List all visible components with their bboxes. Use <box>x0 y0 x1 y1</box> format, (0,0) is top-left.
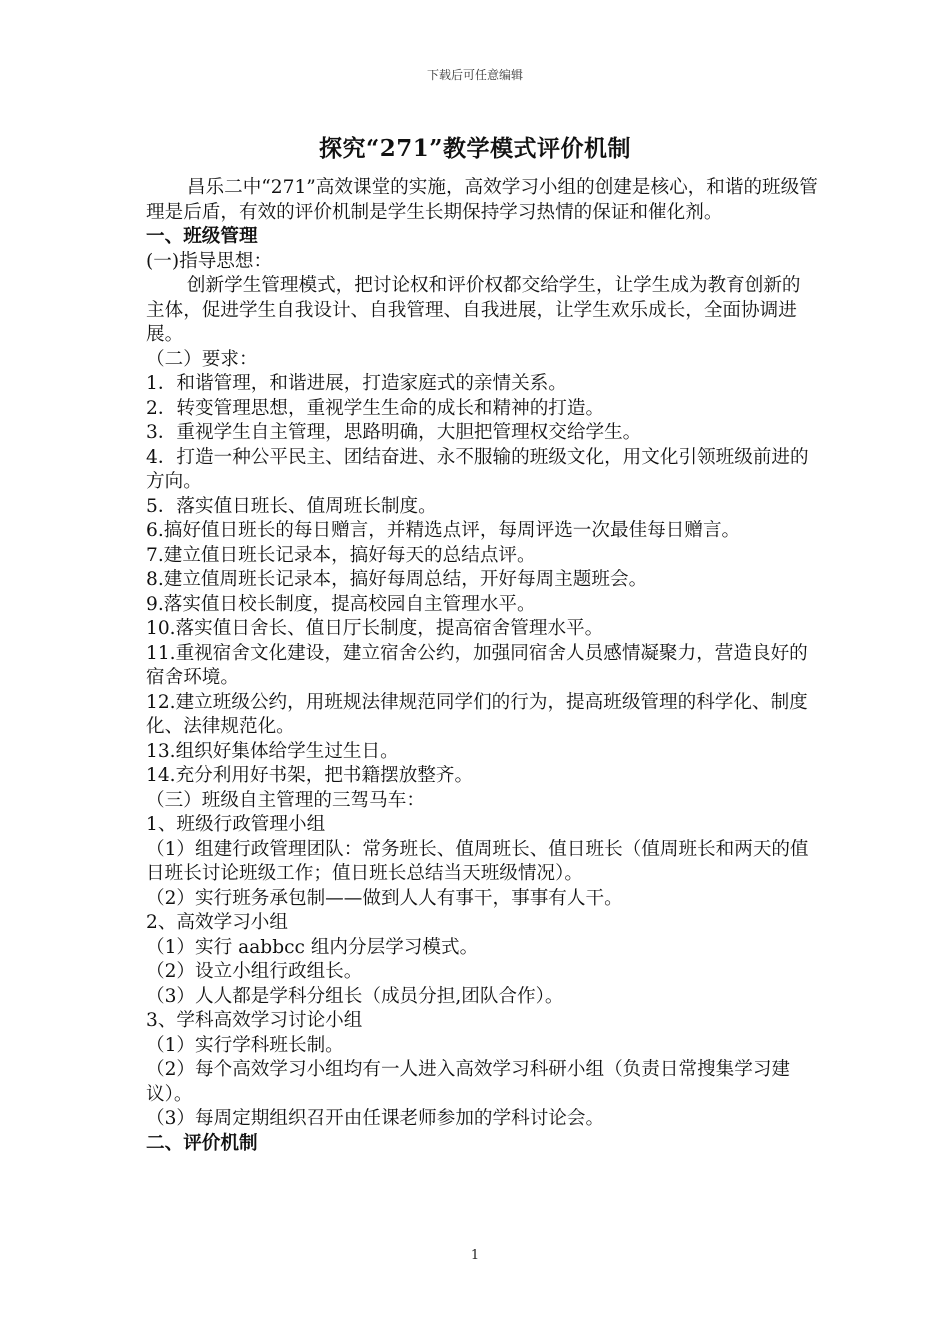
requirement-item: 12.建立班级公约，用班规法律规范同学们的行为，提高班级管理的科学化、制度化、法律规范化。 <box>146 691 808 737</box>
requirement-item: 6.搞好值日班长的每日赠言，并精选点评，每周评选一次最佳每日赠言。 <box>146 520 741 541</box>
section-heading-evaluation: 二、评价机制 <box>146 1132 258 1154</box>
requirement-item: 13.组织好集体给学生过生日。 <box>146 740 399 762</box>
requirement-item: 14.充分利用好书架，把书籍摆放整齐。 <box>146 765 474 786</box>
requirement-item: 8.建立值周班长记录本，搞好每周总结，开好每周主题班会。 <box>146 569 648 590</box>
requirement-item: 10.落实值日舍长、值日厅长制度，提高宿舍管理水平。 <box>146 618 604 639</box>
subheading-requirements: （二）要求： <box>146 348 258 370</box>
troika-line: （1）实行学科班长制。 <box>146 1034 344 1056</box>
requirement-item: 7.建立值日班长记录本，搞好每天的总结点评。 <box>146 544 536 566</box>
requirement-item: 5．落实值日班长、值周班长制度。 <box>146 495 437 517</box>
troika-line: （3）每周定期组织召开由任课老师参加的学科讨论会。 <box>146 1108 605 1129</box>
troika-line: 2、高效学习小组 <box>146 912 288 933</box>
troika-line: （2）实行班务承包制——做到人人有事干，事事有人干。 <box>146 887 623 909</box>
subheading-troika: （三）班级自主管理的三驾马车： <box>146 789 425 811</box>
section-heading-class-management: 一、班级管理 <box>146 226 258 247</box>
requirement-item: 11.重视宿舍文化建设，建立宿舍公约，加强同宿舍人员感情凝聚力，营造良好的宿舍环境。 <box>146 642 808 688</box>
requirement-item: 3．重视学生自主管理，思路明确，大胆把管理权交给学生。 <box>146 422 642 443</box>
troika-line: （1）实行 aabbcc 组内分层学习模式。 <box>146 936 479 958</box>
guiding-idea-paragraph: 创新学生管理模式，把讨论权和评价权都交给学生，让学生成为教育创新的主体，促进学生自我设计、自我管理、自我进展，让学生欢乐成长，全面协调进展。 <box>146 275 801 345</box>
document-body <box>146 176 818 1156</box>
troika-line: 3、学科高效学习讨论小组 <box>146 1010 363 1031</box>
requirement-item: 4．打造一种公平民主、团结奋进、永不服输的班级文化，用文化引领班级前进的方向。 <box>146 446 809 492</box>
requirement-item: 1．和谐管理，和谐进展，打造家庭式的亲情关系。 <box>146 373 567 394</box>
document-title: 探究“271”教学模式评价机制 <box>319 135 631 162</box>
troika-line: （3）人人都是学科分组长（成员分担,团队合作）。 <box>146 985 564 1007</box>
troika-line: 1、班级行政管理小组 <box>146 814 326 835</box>
page-number: 1 <box>470 1248 480 1263</box>
troika-line: （2）设立小组行政组长。 <box>146 961 363 982</box>
requirement-item: 2．转变管理思想，重视学生生命的成长和精神的打造。 <box>146 397 605 419</box>
subheading-guiding-idea: (一)指导思想： <box>146 250 273 272</box>
troika-line: （2）每个高效学习小组均有一人进入高效学习科研小组（负责日常搜集学习建议）。 <box>146 1059 791 1105</box>
troika-line: （1）组建行政管理团队：常务班长、值周班长、值日班长（值周班长和两天的值日班长讨论班级工作；值日班长总结当天班级情况）。 <box>146 838 809 884</box>
header-note: 下载后可任意编辑 <box>426 68 523 82</box>
intro-paragraph: 昌乐二中“271”高效课堂的实施，高效学习小组的创建是核心，和谐的班级管理是后盾，有效的评价机制是学生长期保持学习热情的保证和催化剂。 <box>146 177 818 223</box>
requirement-item: 9.落实值日校长制度，提高校园自主管理水平。 <box>146 593 536 615</box>
